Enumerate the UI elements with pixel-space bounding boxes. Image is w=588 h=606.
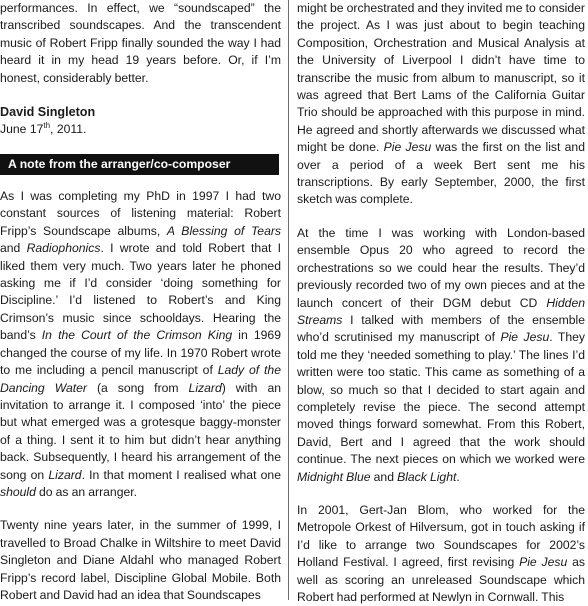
- text-run: Twenty nine years later, in the summer of 1999, I travelled to Broad Chalke in Wiltshire to meet David Singleton and Diane Aldahl who managed Robert Fripp’s record label, Discipline Global Mobile. Both Robert and David had an idea that Soundscapes: [0, 518, 281, 602]
- text-run: As I was completing my PhD in 1997 I had two constant sources of listening material: Robert Fripp’s Soundscape albums,: [0, 189, 281, 238]
- text-run: . They told me they ‘needed something to play.’ The lines I’d written were too static. This came as something of a blow, so much so that I decided to start again and completely revise the piece. The second attempt moved things forward somewhat. From this Robert, David, Bert and I agreed that the work should continue. The next pieces on which we worked were: [297, 330, 585, 467]
- column-divider: [288, 0, 289, 600]
- date-superscript: th: [43, 120, 51, 130]
- italic-title: Radiophonics: [26, 241, 101, 256]
- text-run: (a song from: [86, 380, 189, 395]
- signature-date: [0, 121, 281, 138]
- italic-title: Hidden Streams: [297, 295, 585, 327]
- text-run: In 2001, Gert-Jan Blom, who worked for the Metropole Orkest of Hilversum, got in touch asking if I’d like to arrange two Soundscapes for 2002’s Holland Festival. I agreed, first revising: [297, 502, 585, 570]
- italic-title: Pie Jesu: [519, 555, 568, 570]
- text-run: .: [456, 469, 460, 484]
- text-run: was the first on the list and over a period of a week Bert sent me his transcriptions. By early September, 2000, the first sketch was complete.: [297, 140, 585, 207]
- italic-title: Lady of the Dancing Water: [0, 363, 281, 395]
- right-paragraph-2: [297, 225, 585, 486]
- italic-title: Black Light: [397, 469, 457, 484]
- text-run: ) with an invitation to arrange it. I composed ‘into’ the piece but what emerged was a grotesque baggy-monster of a thing. I sent it to him but didn’t hear anything back. Subsequently, I heard his arrangement of the song on: [0, 380, 281, 482]
- left-column: [0, 0, 281, 604]
- left-paragraph-3: [0, 517, 281, 604]
- text-run: and: [370, 469, 398, 484]
- right-column: [297, 0, 585, 606]
- italic-title: Pie Jesu: [500, 330, 550, 345]
- italic-word: should: [0, 484, 36, 499]
- left-paragraph-2: [0, 188, 281, 501]
- text-run: . I wrote and told Robert that I liked them very much. Two years later he phoned asking me if I’d consider ‘doing something for Discipline.’ I’d listened to Robert’s and King Crimson’s music since schooldays. Hearing the band’s: [0, 241, 281, 343]
- signature: [0, 104, 281, 138]
- text-run: might be orchestrated and they invited me to consider the project. As I was just about to begin teaching Composition, Orchestration and Musical Analysis at the University of Liverpool I didn’t have time to transcribe the music from album to manuscript, so it was agreed that Bert Lams of the California Guitar Trio should be approached with this purpose in mind. He agreed and shortly afterwards we discussed what might be done.: [297, 1, 585, 155]
- text-run: in 1969 changed the course of my life. In 1970 Robert wrote to me including a pencil manuscript of: [0, 328, 281, 378]
- text-run: At the time I was working with London-based ensemble Opus 20 who agreed to record the orchestrations so we could hear the results. They’d previously recorded two of my own pieces and at the launch concert of their DGM debut CD: [297, 225, 585, 310]
- italic-title: Lizard: [48, 467, 82, 482]
- italic-title: Pie Jesu: [383, 140, 432, 155]
- text-run: performances. In effect, we “soundscaped” the transcribed soundscapes. And the transcendent music of Robert Fripp finally sounded the way I had heard it in my head 19 years before. Or, if I’m honest, considerably better.: [0, 1, 281, 85]
- signature-name: David Singleton: [0, 105, 96, 120]
- text-run: I talked with members of the ensemble who’d scrutinised my manuscript of: [297, 312, 585, 345]
- text-run: as well as scoring an unreleased Soundscape which Robert had performed at Newlyn in Cornwall. This: [297, 555, 585, 604]
- text-run: . In that moment I realised what one: [81, 467, 281, 482]
- italic-title: Lizard: [188, 380, 222, 395]
- italic-title: A Blessing of Tears: [166, 223, 281, 238]
- italic-title: Midnight Blue: [297, 469, 371, 484]
- italic-title: In the Court of the Crimson King: [41, 328, 233, 343]
- section-heading: A note from the arranger/co-composer: [0, 154, 279, 175]
- date-suffix: , 2011.: [50, 122, 87, 137]
- left-paragraph-1: [0, 0, 281, 87]
- text-run: do as an arranger.: [35, 484, 138, 499]
- text-run: and: [0, 241, 27, 256]
- right-paragraph-3: [297, 502, 585, 606]
- date-prefix: June 17: [0, 122, 44, 137]
- right-paragraph-1: [297, 0, 585, 209]
